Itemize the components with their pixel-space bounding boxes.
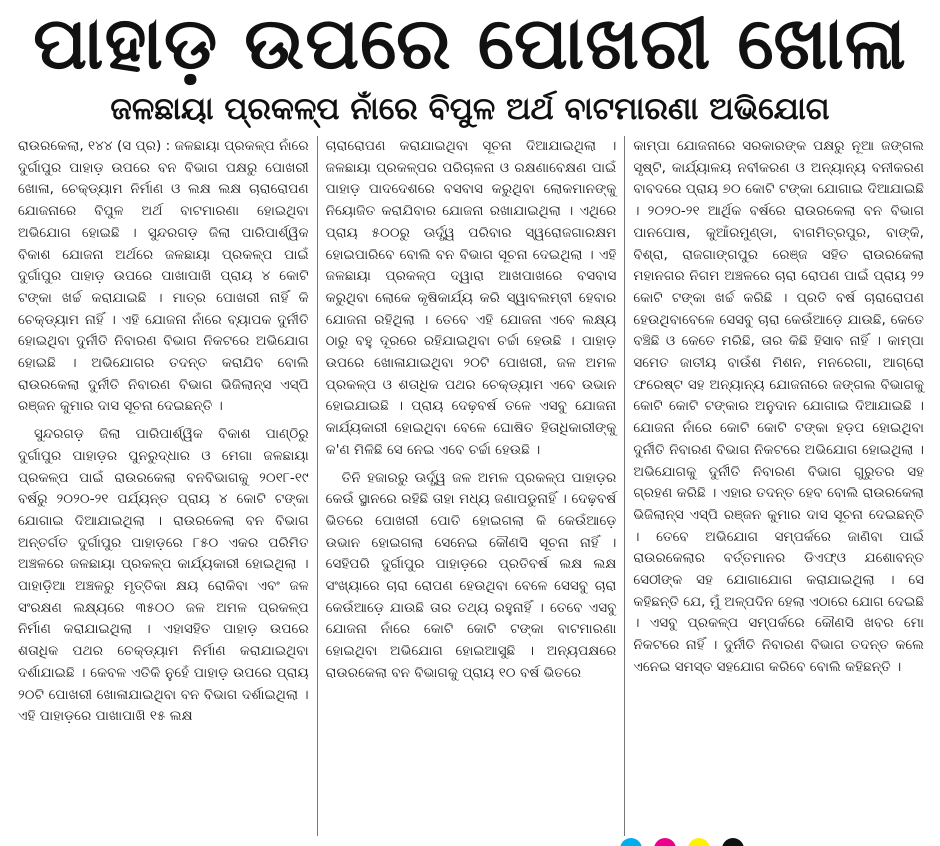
registration-dot-yellow <box>688 838 710 846</box>
registration-marks <box>620 836 820 846</box>
subheadline: ଜଳଛାୟା ପ୍ରକଳ୍ପ ନାଁରେ ବିପୁଳ ଅର୍ଥ ବାଟମାରଣା ଅଭିଯୋଗ <box>110 91 830 127</box>
registration-dot-cyan <box>620 838 642 846</box>
registration-dot-black <box>722 838 744 846</box>
paragraph: କାମ୍ପା ଯୋଜନାରେ ସରକାରଙ୍କ ପକ୍ଷରୁ ନୂଆ ଜଙ୍ଗଲ ସୃଷ୍ଟି, କାର୍ଯ୍ୟାଳୟ ନବୀକରଣ ଓ ଅନ୍ୟାନ୍ୟ ବନୀକରଣ ବାବଦରେ ପ୍ରାୟ ୭୦ କୋଟି ଟଙ୍କା ଯୋଗାଇ ଦିଆଯାଇଛି । ୨୦୨୦-୨୧ ଆର୍ଥିକ ବର୍ଷରେ ରାଉରକେଲା ବନ ବିଭାଗ ପାନପୋଷ, କୁଆଁରମୁଣ୍ଡା, ବାଗମିତ୍ରପୁର, ବାଙ୍କି, ବିଶ୍ରା, ରାଜଗାଙ୍ଗପୁର ରେଞ୍ଜ ସହିତ ରାଉରକେଲା ମହାନଗର ନିଗମ ଅଞ୍ଚଳରେ ଚାରା ରୋପଣ ପାଇଁ ପ୍ରାୟ ୨୨ କୋଟି ଟଙ୍କା ଖର୍ଚ୍ଚ କରିଛି । ପ୍ରତି ବର୍ଷ ଚାରାରୋପଣ ହେଉଥିବାବେଳେ ସେସବୁ ଚାରା କେଉଁଆଡ଼େ ଯାଉଛି, କେତେ ବଞ୍ଚିଛି ଓ କେତେ ମରିଛି, ତାର କିଛି ହିସାବ ନାହିଁ । କାମ୍ପା ସମେତ ଜାତୀୟ ବାଉଁଶ ମିଶନ, ମନରେଗା, ଆଗ୍ରୋ ଫରେଷ୍ଟ ସହ ଅନ୍ୟାନ୍ୟ ଯୋଜନାରେ ଜଙ୍ଗଲ ବିଭାଗକୁ କୋଟି କୋଟି ଟଙ୍କାର ଅନୁଦାନ ଯୋଗାଇ ଦିଆଯାଇଛି । ଯୋଜନା ନାଁରେ କୋଟି କୋଟି ଟଙ୍କା ହଡ଼ପ ହୋଇଥିବା ଦୁର୍ନୀତି ନିବାରଣ ବିଭାଗ ନିକଟରେ ଅଭିଯୋଗ ହୋଇଥିଲା । ଅଭିଯୋଗକୁ ଦୁର୍ନୀତି ନିବାରଣ ବିଭାଗ ଗୁରୁତର ସହ ଗ୍ରହଣ କରିଛି । ଏହାର ତଦନ୍ତ ହେବ ବୋଲି ରାଉରକେଲା ଭିଜିଲାନ୍ସ ଏସ୍‌ପି ରଞ୍ଜନ କୁମାର ଦାସ ସୂଚନା ଦେଇଛନ୍ତି । ତେବେ ଅଭିଯୋଗ ସମ୍ପର୍କରେ ଜାଣିବା ପାଇଁ ରାଉରକେଲାର ବର୍ତ୍ତମାନର ଡିଏଫ୍‌ଓ ଯଶୋବନ୍ତ ସେଠୀଙ୍କ ସହ ଯୋଗାଯୋଗ କରାଯାଇଥିଲା । ସେ କହିଛନ୍ତି ଯେ, ମୁଁ ଅଳ୍ପଦିନ ହେଲା ଏଠାରେ ଯୋଗ ଦେଇଛି । ଏସବୁ ପ୍ରକଳ୍ପ ସମ୍ପର୍କରେ କୌଣସି ଖବର ମୋ ନିକଟରେ ନାହିଁ । ଦୁର୍ନୀତି ନିବାରଣ ବିଭାଗ ତଦନ୍ତ କଲେ ଏନେଇ ସମସ୍ତ ସହଯୋଗ କରିବେ ବୋଲି କହିଛନ୍ତି । <box>633 138 925 675</box>
headline: ପାହାଡ଼ ଉପରେ ପୋଖରୀ ଖୋଳା <box>33 1 907 85</box>
article-column-2 <box>317 136 625 836</box>
paragraph: ରାଉରକେଲା, ୧୪୪ (ସ ପ୍ର) : ଜଳଛାୟା ପ୍ରକଳ୍ପ ନାଁରେ ଦୁର୍ଗାପୁର ପାହାଡ଼ ଉପରେ ବନ ବିଭାଗ ପକ୍ଷରୁ ପୋଖରୀ ଖୋଳା, ଚେକ୍‌ଡ୍ୟାମ ନିର୍ମାଣ ଓ ଲକ୍ଷ ଲକ୍ଷ ଚାରାରୋପଣ ଯୋଜନାରେ ବିପୁଳ ଅର୍ଥ ବାଟମାରଣା ହୋଇଥିବା ଅଭିଯୋଗ ହୋଇଛି । ସୁନ୍ଦରଗଡ଼ ଜିଲା ପାରିପାର୍ଶ୍ୱିକ ବିକାଶ ଯୋଜନା ଅର୍ଥରେ ଜଳଛାୟା ପ୍ରକଳ୍ପ ପାଇଁ ଦୁର୍ଗାପୁର ପାହାଡ଼ ଉପରେ ପାଖାପାଖି ପ୍ରାୟ ୪ କୋଟି ଟଙ୍କା ଖର୍ଚ୍ଚ କରାଯାଇଛି । ମାତ୍ର ପୋଖରୀ ନାହିଁ କି ଚେକ୍‌ଡ୍ୟାମ ନାହିଁ । ଏହି ଯୋଜନା ନାଁରେ ବ୍ୟାପକ ଦୁର୍ନୀତି ହୋଇଥିବା ଦୁର୍ନୀତି ନିବାରଣ ବିଭାଗ ନିକଟରେ ଅଭିଯୋଗ ହୋଇଛି । ଅଭିଯୋଗର ତଦନ୍ତ କରାଯିବ ବୋଲି ରାଉରକେଲା ଦୁର୍ନୀତି ନିବାରଣ ବିଭାଗ ଭିଜିଲାନ୍ସ ଏସ୍‌ପି ରଞ୍ଜନ କୁମାର ଦାସ ସୂଚନା ଦେଇଛନ୍ତି । <box>18 138 309 415</box>
registration-dot-magenta <box>654 838 676 846</box>
article-body <box>10 136 932 836</box>
paragraph: ସୁନ୍ଦରଗଡ଼ ଜିଲା ପାରିପାର୍ଶ୍ୱିକ ବିକାଶ ପାଣ୍ଠିରୁ ଦୁର୍ଗାପୁର ପାହାଡ଼ର ପୁନରୁଦ୍ଧାର ଓ ମେଗା ଜଳଛାୟା ପ୍ରକଳ୍ପ ପାଇଁ ରାଉରକେଲା ବନବିଭାଗକୁ ୨୦୧୮-୧୯ ବର୍ଷରୁ ୨୦୨୦-୨୧ ପର୍ଯ୍ୟନ୍ତ ପ୍ରାୟ ୪ କୋଟି ଟଙ୍କା ଯୋଗାଇ ଦିଆଯାଇଥିଲା । ରାଉରକେଲା ବନ ବିଭାଗ ଅନ୍ତର୍ଗତ ଦୁର୍ଗାପୁର ପାହାଡ଼ରେ ୮୫୦ ଏକର ପରିମିତ ଅଞ୍ଚଳରେ ଜଳଛାୟା ପ୍ରକଳ୍ପ କାର୍ଯ୍ୟକାରୀ ହୋଇଥିଲା । ପାହାଡ଼ିଆ ଅଞ୍ଚଳରୁ ମୃତ୍ତିକା କ୍ଷୟ ରୋକିବା ଏବଂ ଜଳ ସଂରକ୍ଷଣ ଲକ୍ଷ୍ୟରେ ୩୫୦୦ ଜଳ ଅମଳ ପ୍ରକଳ୍ପ ନିର୍ମାଣ କରାଯାଇଥିଲା । ଏହାସହିତ ପାହାଡ଼ ଉପରେ ଶତାଧିକ ପଥର ଚେକ୍‌ଡ୍ୟାମ ନିର୍ମାଣ କରାଯାଇଥିବା ଦର୍ଶାଯାଇଛି । କେବଳ ଏତିକି ନୁହେଁ ପାହାଡ଼ ଉପରେ ପ୍ରାୟ ୨୦ଟି ପୋଖରୀ ଖୋଳାଯାଇଥିବା ବନ ବିଭାଗ ଦର୍ଶାଇଥିଲା । ଏହି ପାହାଡ଼ରେ ପାଖାପାଖି ୧୫ ଲକ୍ଷ <box>18 426 309 725</box>
paragraph: ଚାରାରୋପଣ କରାଯାଇଥିବା ସୂଚନା ଦିଆଯାଇଥିଲା । ଜଳଛାୟା ପ୍ରକଳ୍ପର ପରିଚାଳନା ଓ ରକ୍ଷଣାବେକ୍ଷଣ ପାଇଁ ପାହାଡ଼ ପାଦଦେଶରେ ବସବାସ କରୁଥିବା ଲୋକମାନଙ୍କୁ ନିୟୋଜିତ କରାଯିବାର ଯୋଜନା ରଖାଯାଇଥିଲା । ଏଥିରେ ପ୍ରାୟ ୫୦୦ରୁ ଊର୍ଦ୍ଧ୍ୱ ପରିବାର ସ୍ୱରୋଜଗାରକ୍ଷମ ହୋଇପାରିବେ ବୋଲି ବନ ବିଭାଗ ସୂଚନା ଦେଇଥିଲା । ଏହି ଜଳଛାୟା ପ୍ରକଳ୍ପ ଦ୍ୱାରା ଆଖପାଖରେ ବସବାସ କରୁଥିବା ଲୋକେ କୃଷିକାର୍ଯ୍ୟ କରି ସ୍ୱାବଲମ୍ବୀ ହେବାର ଯୋଜନା ରହିଥିଲା । ତେବେ ଏହି ଯୋଜନା ଏବେ ଲକ୍ଷ୍ୟ ଠାରୁ ବହୁ ଦୂରରେ ରହିଯାଇଥିବା ଚର୍ଚ୍ଚା ହେଉଛି । ପାହାଡ଼ ଉପରେ ଖୋଳାଯାଇଥିବା ୨୦ଟି ପୋଖରୀ, ଜଳ ଅମଳ ପ୍ରକଳ୍ପ ଓ ଶତାଧିକ ପଥର ଚେକ୍‌ଡ୍ୟାମ ଏବେ ଉଭାନ ହୋଇଯାଇଛି । ପ୍ରାୟ ଦେଢ଼ବର୍ଷ ତଳେ ଏସବୁ ଯୋଜନା କାର୍ଯ୍ୟକାରୀ ହୋଇଥିବା ବେଳେ ଘୋଷିତ ହିତାଧିକାରୀଙ୍କୁ କ'ଣ ମିଳିଛି ସେ ନେଇ ଏବେ ଚର୍ଚ୍ଚା ହେଉଛି । <box>325 138 617 458</box>
paragraph: ତିନି ହଜାରରୁ ଊର୍ଦ୍ଧ୍ୱ ଜଳ ଅମଳ ପ୍ରକଳ୍ପ ପାହାଡ଼ର କେଉଁ ସ୍ଥାନରେ ରହିଛି ତାହା ମଧ୍ୟ ଜଣାପଡୁନାହିଁ । ଦେଢ଼ବର୍ଷ ଭିତରେ ପୋଖରୀ ପୋତି ହୋଇଗଲା କି କେଉଁଆଡ଼େ ଉଭାନ ହୋଇଗଲା ସେନେଇ କୌଣସି ସୂଚନା ନାହିଁ । ସେହିପରି ଦୁର୍ଗାପୁର ପାହାଡ଼ରେ ପ୍ରତିବର୍ଷ ଲକ୍ଷ ଲକ୍ଷ ସଂଖ୍ୟାରେ ଚାରା ରୋପଣ ହେଉଥିବା ବେଳେ ସେସବୁ ଚାରା କେଉଁଆଡ଼େ ଯାଉଛି ତାର ତଥ୍ୟ ରହୁନାହିଁ । ତେବେ ଏସବୁ ଯୋଜନା ନାଁରେ କୋଟି କୋଟି ଟଙ୍କା ବାଟମାରଣା ହୋଇଥିବା ଅଭିଯୋଗ ହୋଇଆସୁଛି । ଅନ୍ୟପକ୍ଷରେ ରାଉରକେଲା ବନ ବିଭାଗକୁ ପ୍ରାୟ ୧୦ ବର୍ଷ ଭିତରେ <box>325 469 617 681</box>
article-column-3 <box>624 136 932 836</box>
article-column-1 <box>10 136 317 836</box>
